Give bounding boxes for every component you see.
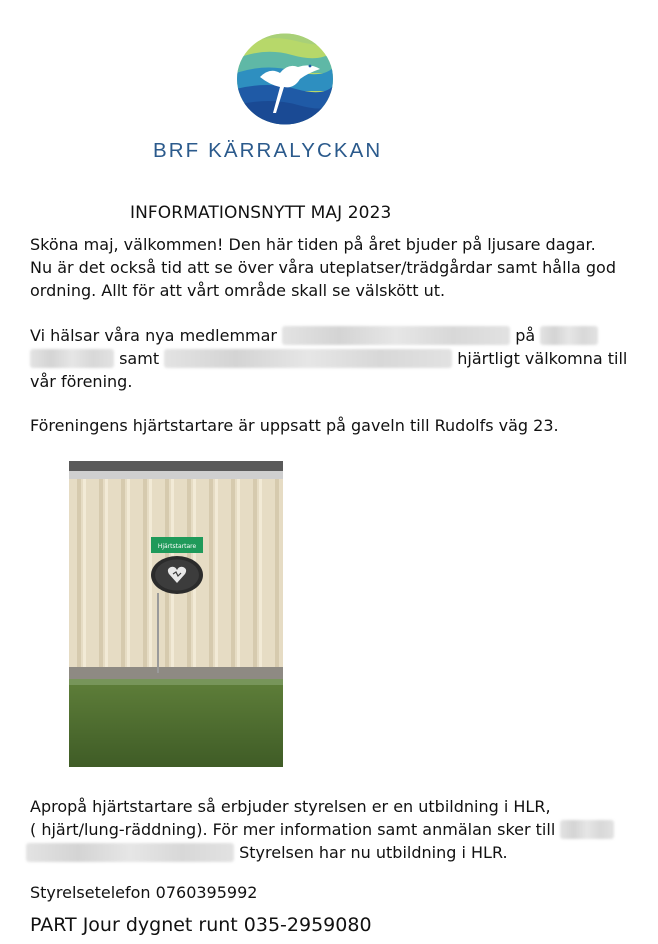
- bird-circle-logo-icon: [236, 33, 334, 125]
- defibrillator-sign: Hjärtstartare: [157, 543, 197, 550]
- redacted-contact: [560, 820, 614, 839]
- newsletter-heading: INFORMATIONSNYTT MAJ 2023: [130, 203, 392, 223]
- training-line: ( hjärt/lung-räddning). För mer information samt anmälan sker till: [30, 820, 556, 839]
- welcome-text: Vi hälsar våra nya medlemmar: [30, 326, 277, 345]
- intro-line: Nu är det också tid att se över våra uteplatser/trädgårdar samt hålla god: [30, 258, 616, 277]
- intro-line: ordning. Allt för att vårt område skall se välskött ut.: [30, 281, 446, 300]
- defibrillator-photo: [69, 461, 283, 767]
- organization-name: BRF KÄRRALYCKAN: [153, 139, 383, 162]
- training-line: Apropå hjärtstartare så erbjuder styrelsen er en utbildning i HLR,: [30, 797, 551, 816]
- welcome-paragraph: [30, 324, 640, 393]
- intro-line: Sköna maj, välkommen! Den här tiden på året bjuder på ljusare dagar.: [30, 235, 596, 254]
- intro-paragraph: [30, 233, 640, 302]
- redacted-name: [164, 349, 452, 368]
- welcome-text: på: [515, 326, 536, 345]
- redacted-address: [30, 349, 114, 368]
- redacted-name: [282, 326, 510, 345]
- training-line: Styrelsen har nu utbildning i HLR.: [239, 843, 508, 862]
- redacted-contact: [26, 843, 234, 862]
- defibrillator-location-text: Föreningens hjärtstartare är uppsatt på gaveln till Rudolfs väg 23.: [30, 416, 559, 435]
- board-phone: Styrelsetelefon 0760395992: [30, 883, 258, 902]
- welcome-text: hjärtligt välkomna till: [457, 349, 628, 368]
- emergency-contact: PART Jour dygnet runt 035-2959080: [30, 914, 372, 936]
- welcome-text: samt: [119, 349, 160, 368]
- redacted-address: [540, 326, 598, 345]
- training-paragraph: [30, 795, 640, 864]
- welcome-text: vår förening.: [30, 372, 133, 391]
